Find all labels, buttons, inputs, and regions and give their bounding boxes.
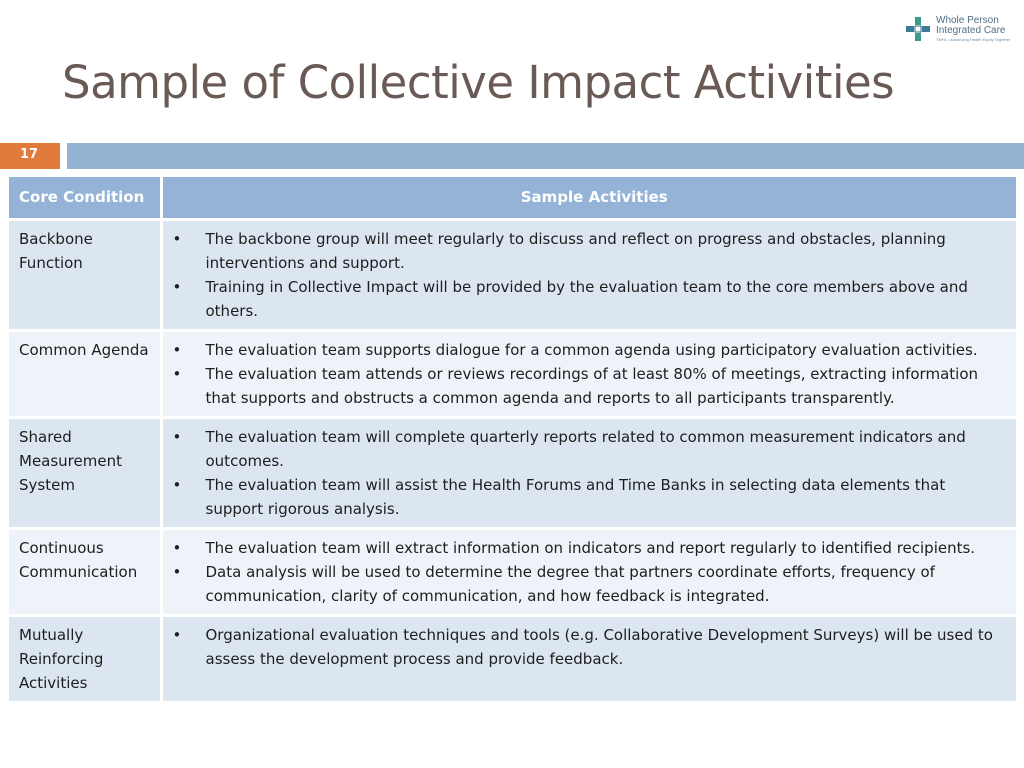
logo-tagline: TMHL • Advancing Health Equity Together — [936, 37, 1011, 42]
bullet-icon: • — [172, 364, 182, 383]
header-core-condition: Core Condition — [9, 177, 161, 219]
table-row — [9, 330, 1016, 417]
activity-text: Organizational evaluation techniques and tools (e.g. Collaborative Development Surveys) will be used to assess the development process and provide feedback. — [205, 625, 993, 668]
activity-text: Data analysis will be used to determine the degree that partners coordinate efforts, frequency of communication, clarity of communication, and how feedback is integrated. — [205, 562, 935, 605]
list-item — [173, 560, 997, 608]
bullet-icon: • — [172, 562, 182, 581]
slide-number-badge: 17 — [0, 143, 60, 169]
table-row — [9, 219, 1016, 330]
bullet-icon: • — [172, 277, 182, 296]
activities-cell — [161, 219, 1016, 330]
table-row — [9, 528, 1016, 615]
bullet-icon: • — [172, 475, 182, 494]
activities-cell — [161, 615, 1016, 701]
activity-text: The evaluation team supports dialogue for a common agenda using participatory evaluation activities. — [205, 340, 978, 359]
activity-text: The evaluation team will extract information on indicators and report regularly to identified recipients. — [205, 538, 976, 557]
list-item — [173, 623, 997, 671]
activities-cell — [161, 330, 1016, 417]
bullet-icon: • — [172, 625, 182, 644]
bullet-icon: • — [172, 427, 182, 446]
core-condition-cell: Common Agenda — [9, 330, 161, 417]
bullet-icon: • — [172, 229, 182, 248]
activity-text: The evaluation team attends or reviews recordings of at least 80% of meetings, extracting information that supports and obstructs a common agenda and reports to all participants transparently. — [205, 364, 978, 407]
table-row — [9, 615, 1016, 701]
list-item — [173, 362, 997, 410]
activity-text: The evaluation team will assist the Health Forums and Time Banks in selecting data elements that support rigorous analysis. — [205, 475, 946, 518]
page-title: Sample of Collective Impact Activities — [62, 56, 895, 109]
bullet-icon: • — [172, 340, 182, 359]
activity-list — [173, 536, 997, 608]
organization-logo — [905, 16, 1017, 46]
list-item — [173, 338, 997, 362]
list-item — [173, 227, 997, 275]
core-condition-cell: Continuous Communication — [9, 528, 161, 615]
activity-list — [173, 338, 997, 410]
list-item — [173, 425, 997, 473]
activity-text: Training in Collective Impact will be provided by the evaluation team to the core members above and others. — [205, 277, 968, 320]
activity-list — [173, 623, 997, 671]
logo-text-line2: Integrated Care — [936, 25, 1006, 36]
activities-table — [9, 177, 1016, 701]
core-condition-cell: Backbone Function — [9, 219, 161, 330]
logo-text-line1: Whole Person — [936, 15, 999, 26]
logo-cross-icon — [905, 16, 931, 42]
table-header-row — [9, 177, 1016, 219]
core-condition-cell: Mutually Reinforcing Activities — [9, 615, 161, 701]
bullet-icon: • — [172, 538, 182, 557]
activities-cell — [161, 417, 1016, 528]
table-row — [9, 417, 1016, 528]
activity-list — [173, 425, 997, 521]
activities-cell — [161, 528, 1016, 615]
activity-text: The backbone group will meet regularly to discuss and reflect on progress and obstacles, planning interventions and support. — [205, 229, 946, 272]
list-item — [173, 473, 997, 521]
list-item — [173, 536, 997, 560]
list-item — [173, 275, 997, 323]
core-condition-cell: Shared Measurement System — [9, 417, 161, 528]
activity-list — [173, 227, 997, 323]
activity-text: The evaluation team will complete quarterly reports related to common measurement indicators and outcomes. — [205, 427, 966, 470]
title-divider-bar — [67, 143, 1024, 169]
header-sample-activities: Sample Activities — [161, 177, 1016, 219]
